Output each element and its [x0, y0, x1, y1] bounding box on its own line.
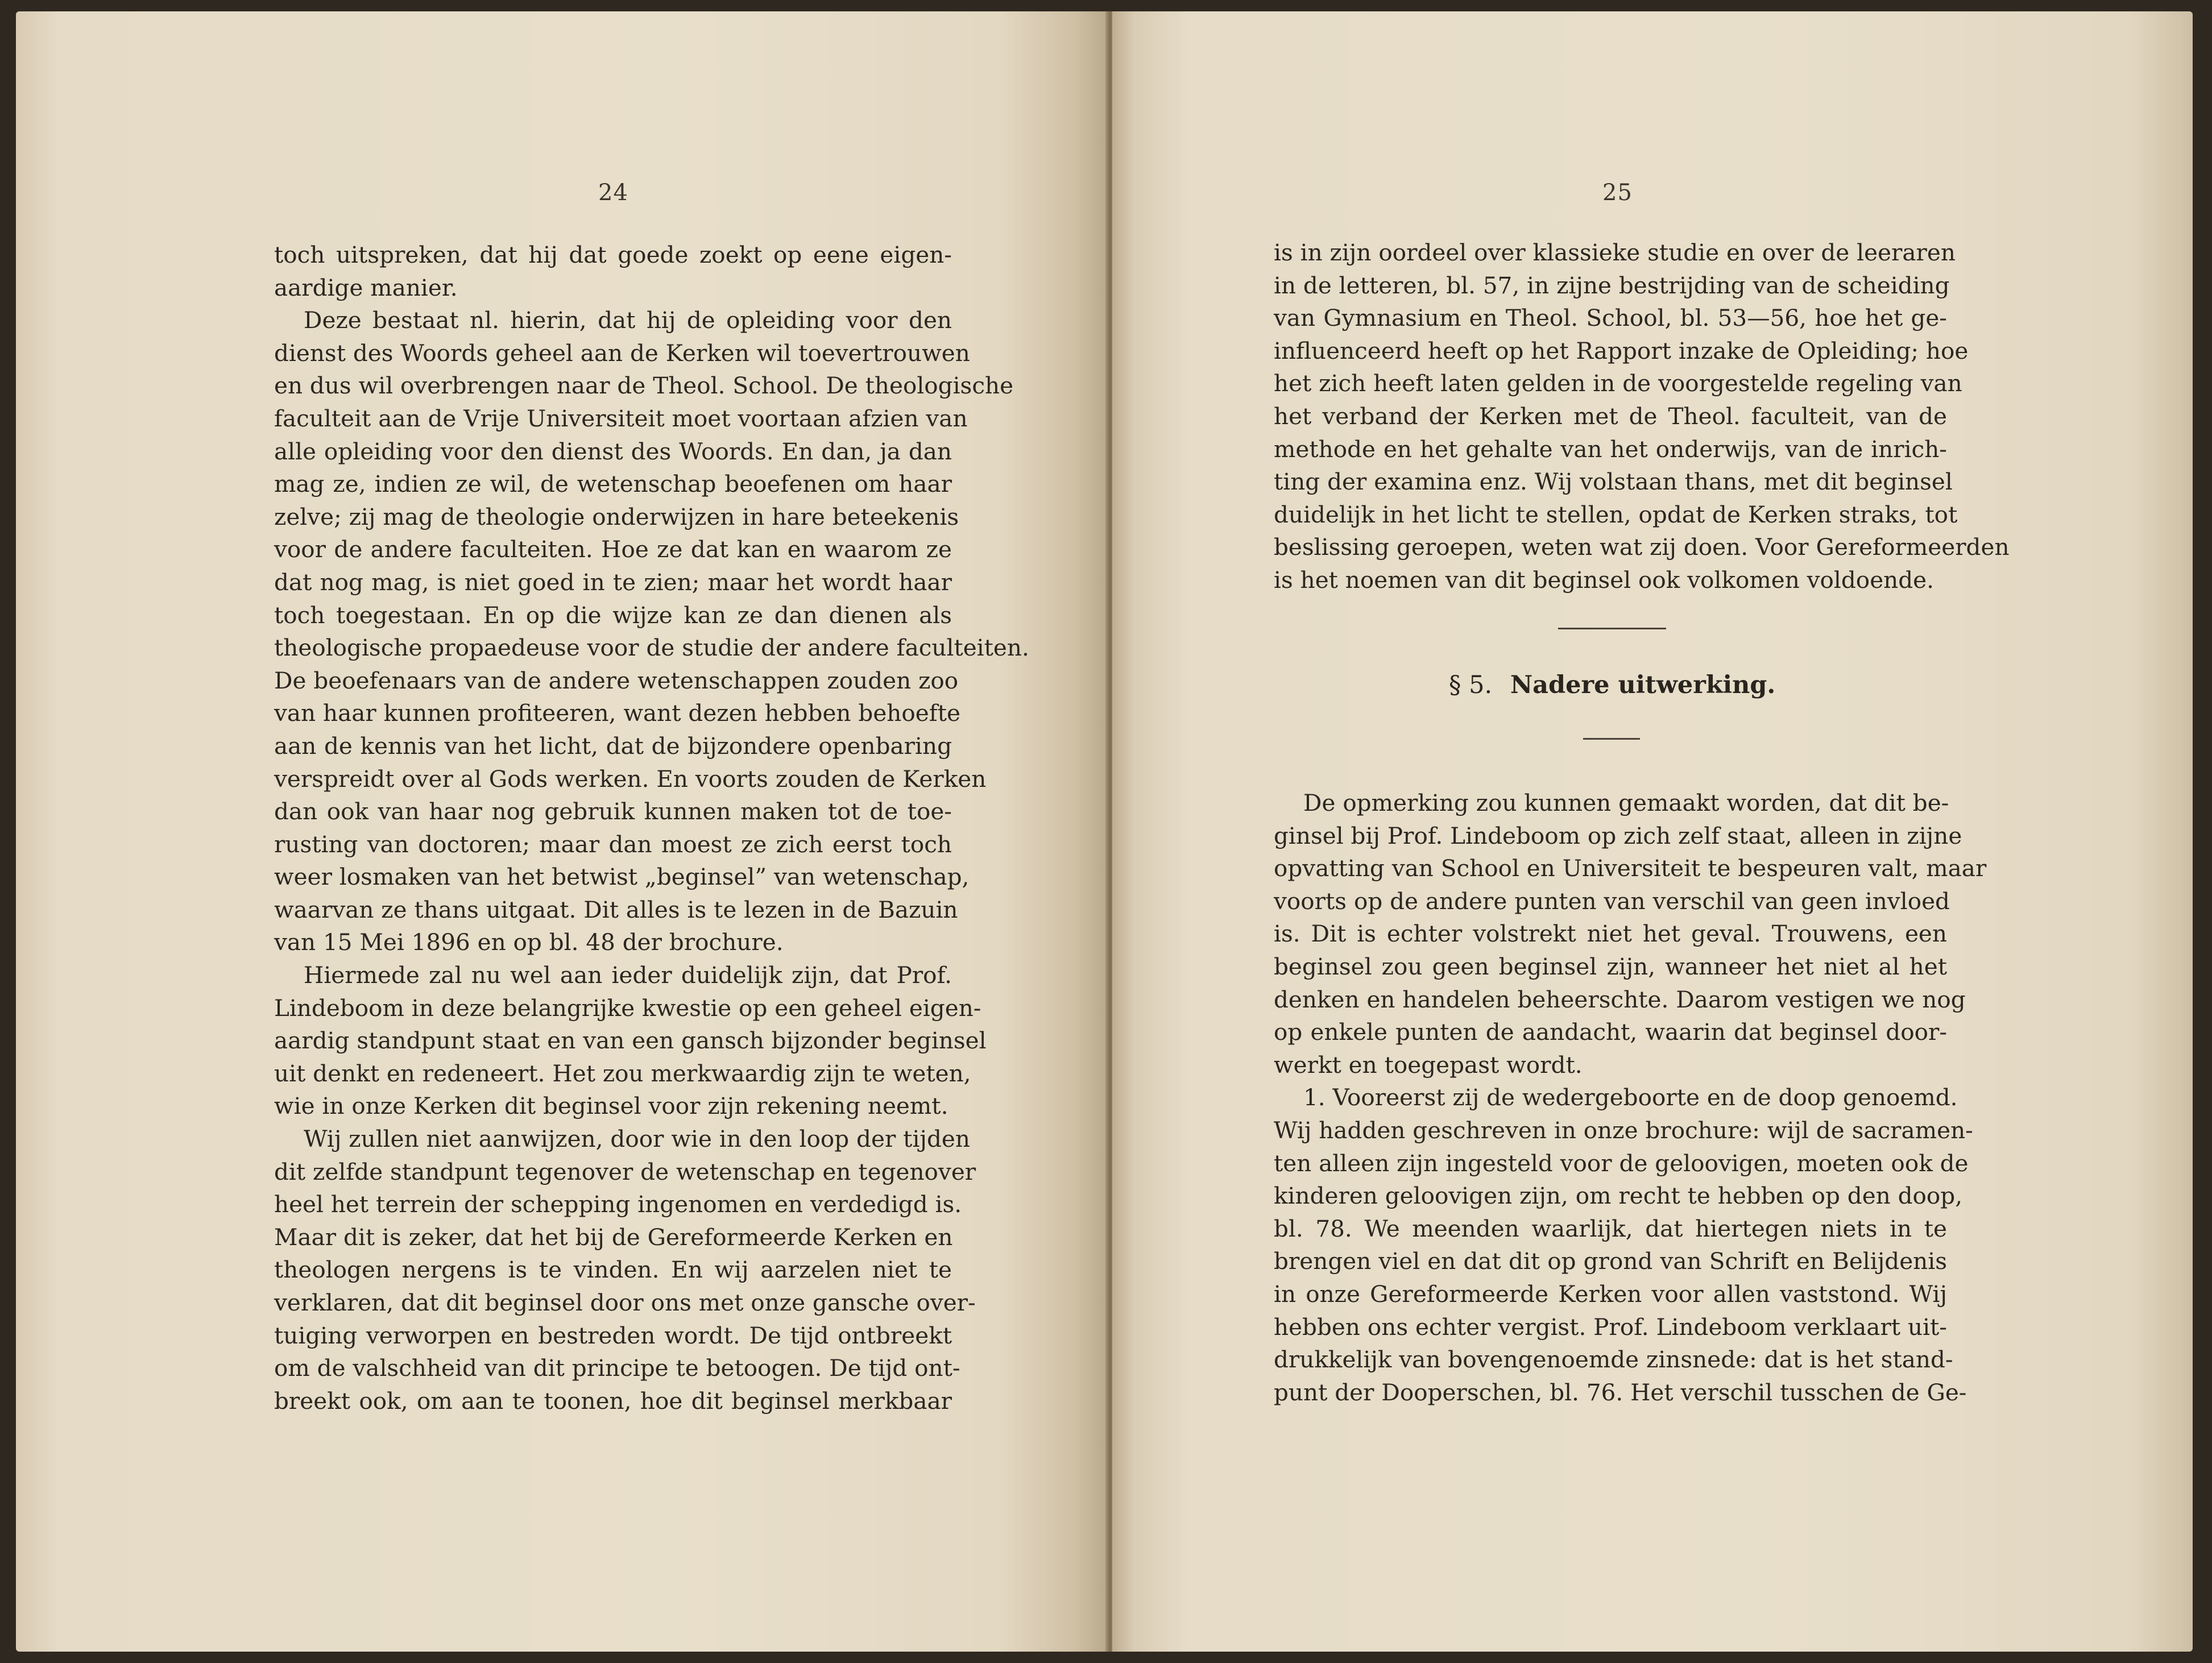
text-line: voor de andere faculteiten. Hoe ze dat kan en waarom ze [274, 536, 952, 563]
section-title: Nadere uitwerking. [1510, 671, 1776, 699]
section-heading [1449, 671, 1775, 699]
section-rule-top [1558, 628, 1666, 629]
text-line: Lindeboom in deze belangrijke kwestie op een geheel eigen- [274, 994, 981, 1022]
text-line: het zich heeft laten gelden in de voorgestelde regeling van [1274, 370, 1962, 397]
text-line: in onze Gereformeerde Kerken voor allen vaststond. Wij [1274, 1280, 1947, 1308]
text-line: De beoefenaars van de andere wetenschappen zouden zoo [274, 666, 959, 694]
text-line: faculteit aan de Vrije Universiteit moet voortaan afzien van [274, 404, 968, 432]
left-page-number: 24 [598, 180, 628, 206]
text-line: dan ook van haar nog gebruik kunnen maken tot de toe- [274, 798, 952, 826]
text-line: ting der examina enz. Wij volstaan thans, met dit beginsel [1274, 468, 1953, 496]
text-line: werkt en toegepast wordt. [1274, 1051, 1583, 1079]
text-line: opvatting van School en Universiteit te bespeuren valt, maar [1274, 855, 1987, 882]
text-line: beginsel zou geen beginsel zijn, wanneer het niet al het [1274, 952, 1947, 980]
text-line: Maar dit is zeker, dat het bij de Gereformeerde Kerken en [274, 1223, 953, 1251]
text-line: brengen viel en dat dit op grond van Schrift en Belijdenis [1274, 1247, 1947, 1275]
text-line: dat nog mag, is niet goed in te zien; maar het wordt haar [274, 568, 952, 596]
text-line: hebben ons echter vergist. Prof. Lindeboom verklaart uit- [1274, 1313, 1947, 1341]
text-line: rusting van doctoren; maar dan moest ze zich eerst toch [274, 830, 952, 858]
text-line: voorts op de andere punten van verschil van geen invloed [1274, 887, 1950, 915]
text-line: uit denkt en redeneert. Het zou merkwaardig zijn te weten, [274, 1059, 971, 1087]
text-line: is in zijn oordeel over klassieke studie en over de leeraren [1274, 239, 1956, 266]
text-line: wie in onze Kerken dit beginsel voor zijn rekening neemt. [274, 1092, 948, 1120]
left-page-body [274, 239, 1029, 1417]
text-line: mag ze, indien ze wil, de wetenschap beoefenen om haar [274, 470, 952, 498]
text-line: het verband der Kerken met de Theol. faculteit, van de [1274, 402, 1947, 430]
text-line: verklaren, dat dit beginsel door ons met onze gansche over- [274, 1289, 976, 1316]
text-line: 1. Vooreerst zij de wedergeboorte en de doop genoemd. [1303, 1084, 1958, 1112]
text-line: om de valschheid van dit principe te betoogen. De tijd ont- [274, 1354, 960, 1382]
text-line: is. Dit is echter volstrekt niet het geval. Trouwens, een [1274, 920, 1947, 948]
text-line: op enkele punten de aandacht, waarin dat beginsel door- [1274, 1018, 1947, 1046]
text-line: weer losmaken van het betwist „beginsel” van wetenschap, [274, 863, 970, 891]
text-line: waarvan ze thans uitgaat. Dit alles is te lezen in de Bazuin [274, 895, 958, 923]
text-line: en dus wil overbrengen naar de Theol. School. De theologische [274, 372, 1014, 400]
text-line: alle opleiding voor den dienst des Woords. En dan, ja dan [274, 437, 952, 465]
text-line: in de letteren, bl. 57, in zijne bestrijding van de scheiding [1274, 271, 1950, 299]
text-line: Hiermede zal nu wel aan ieder duidelijk zijn, dat Prof. [304, 961, 952, 989]
text-line: dienst des Woords geheel aan de Kerken wil toevertrouwen [274, 339, 970, 367]
text-line: theologen nergens is te vinden. En wij aarzelen niet te [274, 1256, 952, 1284]
text-line: van Gymnasium en Theol. School, bl. 53—56, hoe het ge- [1274, 304, 1947, 332]
text-line: toch toegestaan. En op die wijze kan ze dan dienen als [274, 601, 952, 629]
text-line: ten alleen zijn ingesteld voor de geloovigen, moeten ook de [1274, 1149, 1969, 1177]
text-line: duidelijk in het licht te stellen, opdat de Kerken straks, tot [1274, 500, 1958, 528]
text-line: breekt ook, om aan te toonen, hoe dit beginsel merkbaar [274, 1387, 952, 1415]
section-number: § 5. [1449, 671, 1493, 699]
text-line: denken en handelen beheerschte. Daarom vestigen we nog [1274, 985, 1966, 1013]
right-page-number: 25 [1602, 180, 1633, 206]
text-line: punt der Dooperschen, bl. 76. Het verschil tusschen de Ge- [1274, 1378, 1967, 1406]
text-line: Deze bestaat nl. hierin, dat hij de opleiding voor den [304, 306, 952, 334]
text-line: dit zelfde standpunt tegenover de wetenschap en tegenover [274, 1158, 976, 1185]
right-page-body-top [1274, 237, 2010, 597]
text-line: van 15 Mei 1896 en op bl. 48 der brochure. [274, 928, 784, 956]
text-line: tuiging verworpen en bestreden wordt. De tijd ontbreekt [274, 1321, 952, 1349]
text-line: bl. 78. We meenden waarlijk, dat hiertegen niets in te [1274, 1214, 1947, 1242]
text-line: verspreidt over al Gods werken. En voorts zouden de Kerken [274, 765, 987, 793]
text-line: influenceerd heeft op het Rapport inzake de Opleiding; hoe [1274, 337, 1969, 364]
text-line: drukkelijk van bovengenoemde zinsnede: dat is het stand- [1274, 1346, 1953, 1374]
text-line: zelve; zij mag de theologie onderwijzen in hare beteekenis [274, 503, 959, 530]
right-page-body-bottom [1274, 787, 1987, 1409]
text-line: ginsel bij Prof. Lindeboom op zich zelf staat, alleen in zijne [1274, 822, 1962, 849]
text-line: aardige manier. [274, 273, 458, 301]
text-line: heel het terrein der schepping ingenomen en verdedigd is. [274, 1191, 962, 1218]
text-line: aardig standpunt staat en van een gansch bijzonder beginsel [274, 1027, 987, 1055]
text-line: aan de kennis van het licht, dat de bijzondere openbaring [274, 732, 952, 760]
section-rule-bottom [1583, 738, 1640, 740]
text-line: toch uitspreken, dat hij dat goede zoekt op eene eigen- [274, 241, 952, 268]
text-line: beslissing geroepen, weten wat zij doen. Voor Gereformeerden [1274, 533, 2010, 561]
text-line: is het noemen van dit beginsel ook volkomen voldoende. [1274, 566, 1935, 594]
text-line: Wij zullen niet aanwijzen, door wie in den loop der tijden [304, 1125, 970, 1153]
text-line: kinderen geloovigen zijn, om recht te hebben op den doop, [1274, 1182, 1963, 1210]
text-line: De opmerking zou kunnen gemaakt worden, dat dit be- [1303, 789, 1949, 816]
text-line: Wij hadden geschreven in onze brochure: wijl de sacramen- [1274, 1116, 1973, 1144]
text-line: methode en het gehalte van het onderwijs, van de inrich- [1274, 435, 1947, 463]
text-line: van haar kunnen profiteeren, want dezen hebben behoefte [274, 699, 960, 727]
text-line: theologische propaedeuse voor de studie der andere faculteiten. [274, 634, 1029, 662]
